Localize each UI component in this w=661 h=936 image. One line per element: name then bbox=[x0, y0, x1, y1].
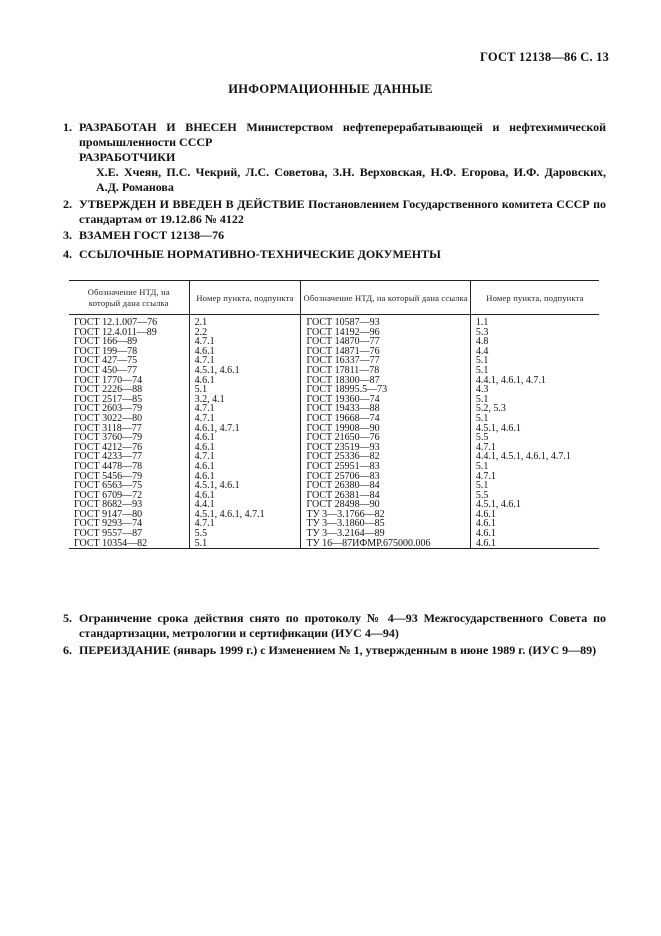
cell-ntd-designation-2: ГОСТ 14192—96 bbox=[301, 328, 470, 338]
cell-clause-number-1: 4.5.1, 4.6.1, 4.7.1 bbox=[189, 510, 301, 520]
cell-clause-number-2: 5.1 bbox=[470, 462, 599, 472]
cell-clause-number-2: 4.8 bbox=[470, 337, 599, 347]
cell-clause-number-2: 4.4 bbox=[470, 347, 599, 357]
cell-ntd-designation-1: ГОСТ 5456—79 bbox=[74, 470, 143, 482]
cell-ntd-designation-1: ГОСТ 12.4.011—89 bbox=[74, 326, 157, 338]
cell-clause-number-2: 4.4.1, 4.6.1, 4.7.1 bbox=[470, 376, 599, 386]
cell-ntd-designation-2: ГОСТ 10587—93 bbox=[301, 315, 470, 328]
cell-clause-number-2: 4.7.1 bbox=[470, 472, 599, 482]
header-clause-number-1: Номер пункта, подпункта bbox=[189, 281, 301, 315]
section-1-number: 1. bbox=[63, 120, 72, 134]
section-1 bbox=[63, 120, 606, 150]
section-2 bbox=[63, 197, 606, 227]
cell-clause-number-1: 4.6.1 bbox=[189, 376, 301, 386]
cell-ntd-designation-2: ГОСТ 21650—76 bbox=[301, 433, 470, 443]
cell-clause-number-2: 4.6.1 bbox=[470, 529, 599, 539]
running-header: ГОСТ 12138—86 С. 13 bbox=[480, 50, 609, 64]
cell-clause-number-1: 4.4.1 bbox=[189, 500, 301, 510]
cell-ntd-designation-2: ГОСТ 25706—83 bbox=[301, 472, 470, 482]
cell-ntd-designation-1: ГОСТ 9293—74 bbox=[74, 518, 143, 530]
cell-ntd-designation-1: ГОСТ 4478—78 bbox=[74, 460, 143, 472]
cell-clause-number-1: 2.2 bbox=[189, 328, 301, 338]
cell-clause-number-1: 4.6.1 bbox=[189, 491, 301, 501]
cell-ntd-designation-2: ГОСТ 18995.5—73 bbox=[301, 385, 470, 395]
cell-ntd-designation-2: ТУ 16—87ИФМР.675000.006 bbox=[301, 539, 470, 549]
developers-list: Х.Е. Хчеян, П.С. Чекрий, Л.С. Советова, З.Н. Верховская, Н.Ф. Егорова, И.Ф. Даровских, А.Д. Романова bbox=[96, 165, 606, 194]
cell-clause-number-1: 3.2, 4.1 bbox=[189, 395, 301, 405]
cell-ntd-designation-2: ГОСТ 19908—90 bbox=[301, 424, 470, 434]
cell-clause-number-1: 5.1 bbox=[189, 385, 301, 395]
header-ntd-designation-2: Обозначение НТД, на который дана ссылка bbox=[301, 281, 470, 315]
cell-clause-number-1: 4.7.1 bbox=[189, 356, 301, 366]
cell-clause-number-1: 4.6.1 bbox=[189, 472, 301, 482]
cell-ntd-designation-1: ГОСТ 2517—85 bbox=[74, 393, 143, 405]
cell-clause-number-1: 4.6.1 bbox=[189, 433, 301, 443]
section-6-text: ПЕРЕИЗДАНИЕ (январь 1999 г.) с Изменением № 1, утвержденным в июне 1989 г. (ИУС 9—89) bbox=[79, 643, 597, 657]
cell-ntd-designation-2: ГОСТ 18300—87 bbox=[301, 376, 470, 386]
cell-clause-number-2: 5.3 bbox=[470, 328, 599, 338]
page-title: ИНФОРМАЦИОННЫЕ ДАННЫЕ bbox=[228, 82, 433, 96]
section-1-body: Министерством нефтеперерабатывающей и нефтехимической промышленности СССР bbox=[79, 120, 606, 149]
cell-clause-number-1: 2.1 bbox=[189, 315, 301, 328]
cell-clause-number-2: 1.1 bbox=[470, 315, 599, 328]
header-ntd-designation-1: Обозначение НТД, на который дана ссылка bbox=[87, 287, 170, 308]
cell-clause-number-2: 5.1 bbox=[470, 414, 599, 424]
cell-clause-number-1: 4.6.1, 4.7.1 bbox=[189, 424, 301, 434]
developers-heading: РАЗРАБОТЧИКИ bbox=[79, 150, 176, 164]
section-4-lead: ССЫЛОЧНЫЕ НОРМАТИВНО-ТЕХНИЧЕСКИЕ ДОКУМЕНТЫ bbox=[79, 247, 441, 261]
cell-clause-number-2: 4.5.1, 4.6.1 bbox=[470, 424, 599, 434]
section-4 bbox=[63, 247, 606, 262]
header-clause-number-2: Номер пункта, подпункта bbox=[470, 281, 599, 315]
section-4-number: 4. bbox=[63, 247, 72, 261]
cell-ntd-designation-2: ТУ 3—3.1766—82 bbox=[301, 510, 470, 520]
cell-ntd-designation-1: ГОСТ 3022—80 bbox=[74, 412, 143, 424]
cell-ntd-designation-2: ГОСТ 26380—84 bbox=[301, 481, 470, 491]
cell-clause-number-1: 4.7.1 bbox=[189, 452, 301, 462]
cell-ntd-designation-1: ГОСТ 12.1.007—76 bbox=[74, 317, 158, 328]
cell-clause-number-2: 5.2, 5.3 bbox=[470, 404, 599, 414]
section-6 bbox=[63, 643, 606, 658]
cell-clause-number-2: 5.1 bbox=[470, 395, 599, 405]
table-row bbox=[69, 539, 599, 549]
cell-clause-number-1: 4.7.1 bbox=[189, 519, 301, 529]
cell-clause-number-2: 5.5 bbox=[470, 491, 599, 501]
cell-clause-number-1: 4.6.1 bbox=[189, 462, 301, 472]
cell-ntd-designation-1: ГОСТ 9557—87 bbox=[74, 528, 143, 540]
cell-ntd-designation-2: ГОСТ 26381—84 bbox=[301, 491, 470, 501]
cell-ntd-designation-1: ГОСТ 3118—77 bbox=[74, 422, 142, 434]
table-body bbox=[69, 315, 599, 549]
cell-ntd-designation-1: ГОСТ 9147—80 bbox=[74, 508, 143, 520]
cell-ntd-designation-1: ГОСТ 1770—74 bbox=[74, 374, 143, 386]
cell-clause-number-2: 5.1 bbox=[470, 366, 599, 376]
cell-ntd-designation-2: ТУ 3—3.2164—89 bbox=[301, 529, 470, 539]
cell-clause-number-1: 5.5 bbox=[189, 529, 301, 539]
cell-ntd-designation-2: ГОСТ 19668—74 bbox=[301, 414, 470, 424]
cell-clause-number-2: 5.1 bbox=[470, 481, 599, 491]
section-3-number: 3. bbox=[63, 228, 72, 242]
cell-ntd-designation-1: ГОСТ 199—78 bbox=[74, 345, 138, 357]
cell-ntd-designation-1: ГОСТ 450—77 bbox=[74, 364, 138, 376]
section-1-text bbox=[79, 120, 606, 150]
cell-ntd-designation-1: ГОСТ 4233—77 bbox=[74, 451, 143, 463]
cell-ntd-designation-1: ГОСТ 4212—76 bbox=[74, 441, 143, 453]
cell-ntd-designation-2: ГОСТ 19433—88 bbox=[301, 404, 470, 414]
table-row bbox=[69, 315, 599, 328]
cell-clause-number-2: 4.6.1 bbox=[470, 519, 599, 529]
cell-ntd-designation-1: ГОСТ 3760—79 bbox=[74, 432, 143, 444]
cell-clause-number-1: 4.6.1 bbox=[189, 347, 301, 357]
section-2-body: Постановлением Государственного комитета СССР по стандартам от 19.12.86 № 4122 bbox=[79, 197, 607, 226]
cell-ntd-designation-1: ГОСТ 2226—88 bbox=[74, 384, 143, 396]
cell-clause-number-1: 4.6.1 bbox=[189, 443, 301, 453]
cell-ntd-designation-2: ГОСТ 23519—93 bbox=[301, 443, 470, 453]
section-5-number: 5. bbox=[63, 611, 72, 625]
cell-ntd-designation-1: ГОСТ 10354—82 bbox=[74, 537, 148, 549]
cell-ntd-designation-2: ГОСТ 19360—74 bbox=[301, 395, 470, 405]
cell-clause-number-1: 4.7.1 bbox=[189, 404, 301, 414]
cell-clause-number-2: 4.3 bbox=[470, 385, 599, 395]
cell-ntd-designation-1: ГОСТ 166—89 bbox=[74, 336, 138, 348]
cell-ntd-designation-1: ГОСТ 427—75 bbox=[74, 355, 138, 367]
cell-clause-number-1: 4.7.1 bbox=[189, 337, 301, 347]
table-header-row bbox=[69, 281, 599, 315]
cell-ntd-designation-1: ГОСТ 6563—75 bbox=[74, 480, 143, 492]
section-2-lead: УТВЕРЖДЕН И ВВЕДЕН В ДЕЙСТВИЕ bbox=[79, 197, 305, 211]
cell-ntd-designation-2: ГОСТ 28498—90 bbox=[301, 500, 470, 510]
cell-ntd-designation-2: ГОСТ 14870—77 bbox=[301, 337, 470, 347]
section-5-text: Ограничение срока действия снято по протоколу № 4—93 Межгосударственного Совета по стандартизации, метрологии и сертификации (ИУС 4—94) bbox=[79, 611, 606, 640]
cell-clause-number-1: 4.5.1, 4.6.1 bbox=[189, 366, 301, 376]
cell-clause-number-2: 5.1 bbox=[470, 356, 599, 366]
cell-ntd-designation-1: ГОСТ 6709—72 bbox=[74, 489, 143, 501]
cell-clause-number-1: 4.7.1 bbox=[189, 414, 301, 424]
reference-documents-table bbox=[69, 280, 599, 549]
cell-ntd-designation-1: ГОСТ 8682—93 bbox=[74, 499, 143, 511]
cell-ntd-designation-2: ГОСТ 17811—78 bbox=[301, 366, 470, 376]
cell-ntd-designation-1: ГОСТ 2603—79 bbox=[74, 403, 143, 415]
section-1-lead: РАЗРАБОТАН И ВНЕСЕН bbox=[79, 120, 237, 134]
cell-clause-number-2: 4.7.1 bbox=[470, 443, 599, 453]
cell-clause-number-2: 4.6.1 bbox=[470, 539, 599, 549]
cell-clause-number-2: 4.4.1, 4.5.1, 4.6.1, 4.7.1 bbox=[470, 452, 599, 462]
cell-ntd-designation-2: ГОСТ 25336—82 bbox=[301, 452, 470, 462]
cell-ntd-designation-2: ГОСТ 25951—83 bbox=[301, 462, 470, 472]
section-2-number: 2. bbox=[63, 197, 72, 211]
cell-clause-number-2: 4.5.1, 4.6.1 bbox=[470, 500, 599, 510]
cell-ntd-designation-2: ГОСТ 16337—77 bbox=[301, 356, 470, 366]
section-2-text bbox=[79, 197, 606, 227]
section-3-lead: ВЗАМЕН ГОСТ 12138—76 bbox=[79, 228, 225, 242]
section-5 bbox=[63, 611, 606, 641]
cell-clause-number-2: 4.6.1 bbox=[470, 510, 599, 520]
cell-ntd-designation-2: ТУ 3—3.1860—85 bbox=[301, 519, 470, 529]
cell-clause-number-1: 4.5.1, 4.6.1 bbox=[189, 481, 301, 491]
cell-clause-number-2: 5.5 bbox=[470, 433, 599, 443]
cell-ntd-designation-2: ГОСТ 14871—76 bbox=[301, 347, 470, 357]
section-3 bbox=[63, 228, 606, 243]
section-6-number: 6. bbox=[63, 643, 72, 657]
cell-clause-number-1: 5.1 bbox=[189, 539, 301, 549]
